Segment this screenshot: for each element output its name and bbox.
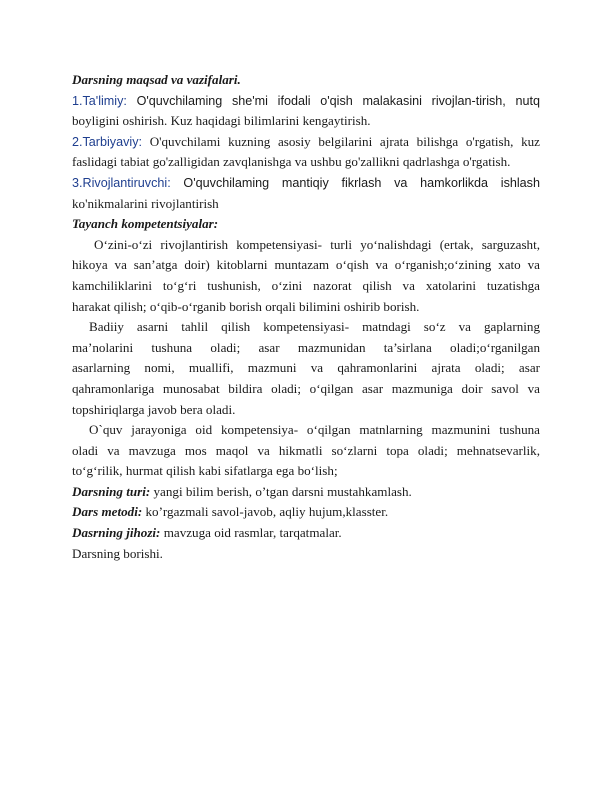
lesson-method-label: Dars metodi: <box>72 504 143 520</box>
lesson-method-line <box>72 502 540 523</box>
goal-educational-line-2: boyligini oshirish. Kuz haqidagi bilimlarini kengaytirish. <box>72 113 371 129</box>
competency-self-development-line: harakat qilish; o‘qib-o‘rganib borish orqali bilimini oshirib borish. <box>72 298 420 314</box>
competency-self-development-line: hikoya va san’atga doir) kitoblarni muntazam o‘qish va o‘rganish;o‘zining xato va <box>72 257 540 273</box>
lesson-type-line <box>72 482 540 503</box>
document-page <box>72 70 540 564</box>
lesson-equipment-line <box>72 523 540 544</box>
competency-learning-process-line: to‘g‘rilik, hurmat qilish kabi sifatlarga ega bo‘lish; <box>72 463 338 479</box>
competency-literary-analysis-line: ma’nolarini tushuna oladi; asar mazmunidan ta’sirlana oladi;o‘rganilgan <box>72 339 540 355</box>
competency-self-development-line: O‘zini-o‘zi rivojlantirish kompetensiyasi- turli yo‘nalishdagi (ertak, sarguzasht, <box>94 236 540 252</box>
competency-literary-analysis-line: Badiiy asarni tahlil qilish kompetensiyasi- matndagi so‘z va gaplarning <box>89 319 540 335</box>
goal-upbringing-text: O'quvchilami kuzning asosiy belgilarini ajrata bilishga o'rgatish, kuz <box>142 133 540 149</box>
goal-upbringing-label: 2.Tarbiyaviy: <box>72 134 142 149</box>
goal-developmental-line-1 <box>72 173 540 194</box>
goal-educational-text: O'quvchilaming she'mi ifodali o'qish malakasini rivojlan-tirish, nutq <box>126 93 540 108</box>
goal-developmental-line-2: ko'nikmalarini rivojlantirish <box>72 195 219 211</box>
lesson-type-value: yangi bilim berish, o’tgan darsni mustahkamlash. <box>150 483 412 499</box>
goal-developmental-text: O'quvchilaming mantiqiy fikrlash va hamkorlikda ishlash <box>170 175 540 190</box>
goal-upbringing-line-2: faslidagi tabiat go'zalligidan zavqlanishga va ushbu go'zallikni qadrlashga o'rgatish. <box>72 154 511 170</box>
goal-educational-label: 1.Ta'limiy: <box>72 93 127 108</box>
competency-literary-analysis-line: asarlarning nomi, muallifi, mazmuni va qahramonlarini ajrata oladi; asar <box>72 360 540 376</box>
competency-self-development-line: kamchiliklarini to‘g‘ri tushunish, o‘zini nazorat qilish va xatolarini tuzatishga <box>72 277 540 293</box>
lesson-equipment-value: mavzuga oid rasmlar, tarqatmalar. <box>160 525 342 541</box>
competency-literary-analysis-line: qahramonlariga munosabat bildira oladi; o‘qilgan asar mazmuniga doir savol va <box>72 380 540 396</box>
lesson-progress-heading: Darsning borishi. <box>72 545 163 561</box>
goal-developmental-label: 3.Rivojlantiruvchi: <box>72 175 171 190</box>
goal-upbringing-line-1 <box>72 132 540 153</box>
competency-literary-analysis-line: topshiriqlarga javob bera oladi. <box>72 401 236 417</box>
goal-educational-line-1 <box>72 91 540 112</box>
competency-learning-process-line: O`quv jarayoniga oid kompetensiya- o‘qilgan matnlarning mazmunini tushuna <box>89 422 540 438</box>
lesson-type-label: Darsning turi: <box>72 483 151 499</box>
competencies-heading: Tayanch kompetentsiyalar: <box>72 216 219 232</box>
lesson-equipment-label: Dasrning jihozi: <box>72 525 161 541</box>
competency-learning-process-line: oladi va mavzuga mos maqol va hikmatli so‘zlarni topa oladi; mehnatsevarlik, <box>72 442 540 458</box>
goals-heading: Darsning maqsad va vazifalari. <box>72 72 241 87</box>
lesson-method-value: ko’rgazmali savol-javob, aqliy hujum,klasster. <box>142 504 389 520</box>
